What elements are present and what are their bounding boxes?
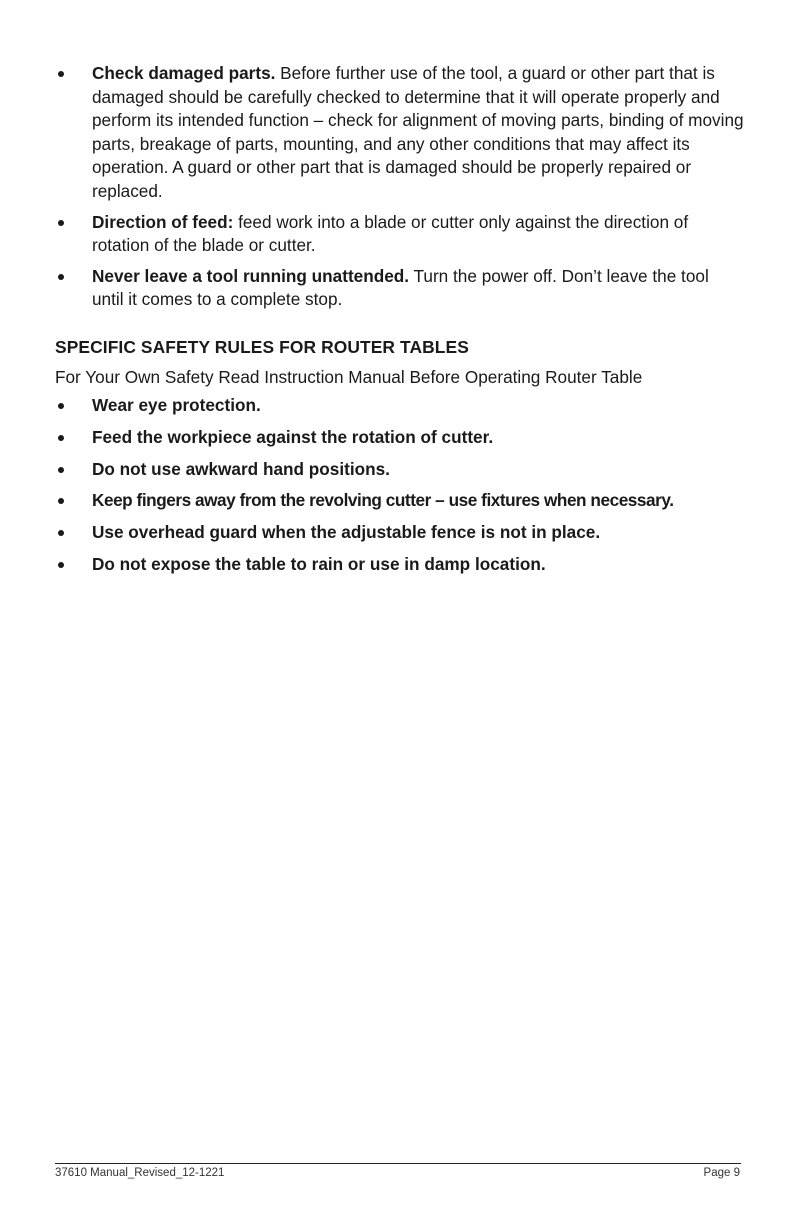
bullet-icon bbox=[58, 71, 64, 77]
list-item bbox=[55, 62, 745, 204]
bullet-icon bbox=[58, 220, 64, 226]
rule-text: feed work into a blade or cutter only against the direction of rotation of the blade or cutter. bbox=[92, 211, 689, 256]
bullet-icon bbox=[58, 435, 64, 441]
page-number: Page 9 bbox=[703, 1167, 740, 1179]
list-item bbox=[55, 489, 745, 512]
router-table-rules-list bbox=[55, 394, 745, 576]
section-heading: SPECIFIC SAFETY RULES FOR ROUTER TABLES bbox=[55, 336, 469, 357]
list-item bbox=[55, 426, 745, 449]
bullet-icon bbox=[58, 274, 64, 280]
list-item bbox=[55, 265, 745, 312]
rule-text: Turn the power off. Don’t leave the tool until it comes to a complete stop. bbox=[92, 265, 709, 310]
section-intro: For Your Own Safety Read Instruction Manual Before Operating Router Table bbox=[55, 366, 643, 387]
footer-doc-id: 37610 Manual_Revised_12-1221 bbox=[55, 1167, 225, 1179]
bullet-icon bbox=[58, 403, 64, 409]
list-item bbox=[55, 211, 745, 258]
rule-text: Keep fingers away from the revolving cutter – use fixtures when necessary. bbox=[92, 490, 674, 511]
rule-text: Do not use awkward hand positions. bbox=[92, 458, 390, 479]
rule-title: Direction of feed: bbox=[92, 211, 234, 232]
list-item bbox=[55, 458, 745, 481]
rule-text: Do not expose the table to rain or use in damp location. bbox=[92, 553, 546, 574]
bullet-icon bbox=[58, 498, 64, 504]
general-safety-list bbox=[55, 62, 745, 312]
page-content bbox=[55, 62, 745, 585]
bullet-icon bbox=[58, 530, 64, 536]
bullet-icon bbox=[58, 562, 64, 568]
rule-text: Feed the workpiece against the rotation of cutter. bbox=[92, 426, 494, 447]
rule-text: Before further use of the tool, a guard or other part that is damaged should be carefully checked to determine that it will operate properly and perform its intended function – check for alignment of moving parts, binding of moving parts, breakage of parts, mounting, and any other conditions that may affect its operation. A guard or other part that is damaged should be properly repaired or replaced. bbox=[92, 63, 744, 201]
rule-text: Wear eye protection. bbox=[92, 394, 261, 415]
list-item bbox=[55, 521, 745, 544]
rule-title: Check damaged parts. bbox=[92, 63, 276, 83]
list-item bbox=[55, 553, 745, 576]
bullet-icon bbox=[58, 467, 64, 473]
list-item bbox=[55, 394, 745, 417]
rule-text: Use overhead guard when the adjustable fence is not in place. bbox=[92, 522, 601, 543]
rule-title: Never leave a tool running unattended. bbox=[92, 265, 410, 286]
footer-divider bbox=[55, 1163, 741, 1164]
